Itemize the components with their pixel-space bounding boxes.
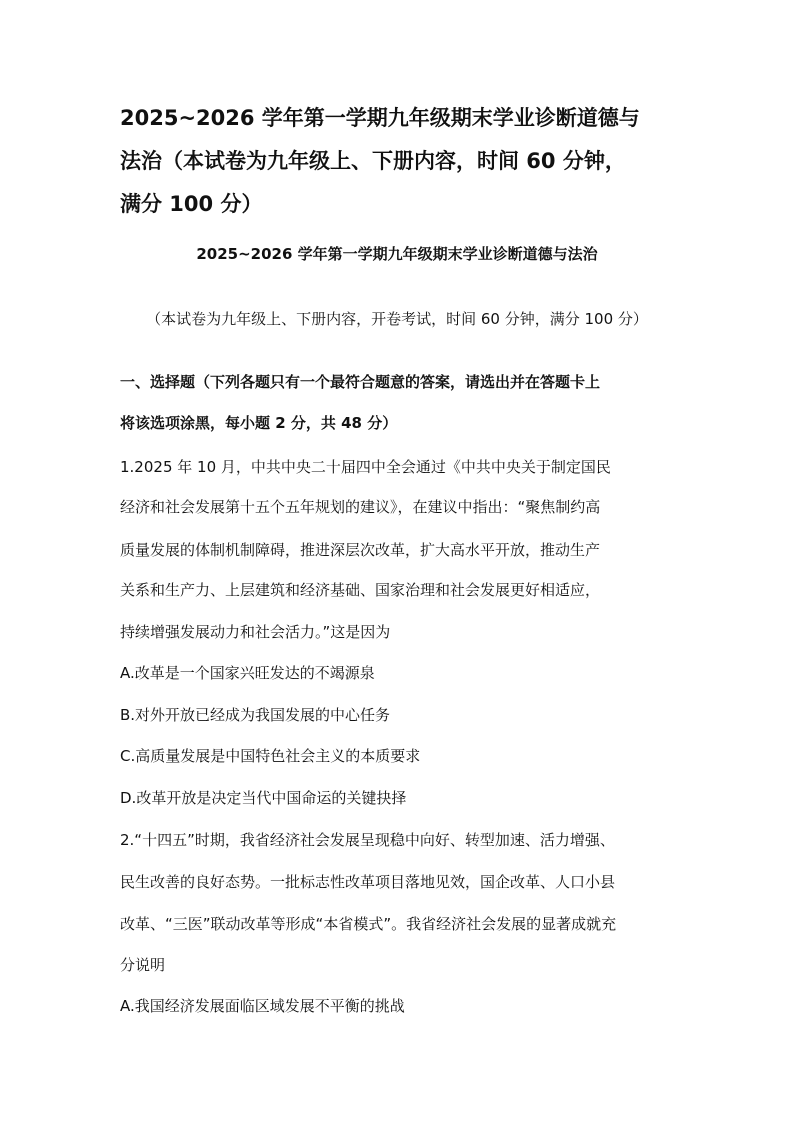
question-2-stem-line: 改革、“三医”联动改革等形成“本省模式”。我省经济社会发展的显著成就充 [120,915,617,933]
question-1-stem-line: 经济和社会发展第十五个五年规划的建议》，在建议中指出：“聚焦制约高 [120,498,601,516]
question-2-stem-line: 分说明 [120,956,166,974]
question-1-option-a: A.改革是一个国家兴旺发达的不竭源泉 [120,664,375,682]
section-heading-line: 将该选项涂黑，每小题 2 分，共 48 分） [120,414,398,432]
question-2-stem-line: 民生改善的良好态势。一批标志性改革项目落地见效，国企改革、人口小县 [120,873,616,891]
title-line: 2025~2026 学年第一学期九年级期末学业诊断道德与 [120,106,640,130]
question-2-stem-line: 2.“十四五”时期，我省经济社会发展呈现稳中向好、转型加速、活力增强、 [120,831,615,849]
question-1-stem-line: 关系和生产力、上层建筑和经济基础、国家治理和社会发展更好相适应， [120,581,601,599]
document-title [120,97,685,226]
section-heading-line: 一、选择题（下列各题只有一个最符合题意的答案，请选出并在答题卡上 [120,373,601,391]
exam-note: （本试卷为九年级上、下册内容，开卷考试，时间 60 分钟，满分 100 分） [146,310,648,328]
title-line: 满分 100 分） [120,192,263,216]
question-1-option-d: D.改革开放是决定当代中国命运的关键抉择 [120,789,407,807]
question-1-option-c: C.高质量发展是中国特色社会主义的本质要求 [120,747,421,765]
title-line: 法治（本试卷为九年级上、下册内容，时间 60 分钟， [120,149,626,173]
question-1-stem-line: 质量发展的体制机制障碍，推进深层次改革，扩大高水平开放，推动生产 [120,541,601,559]
exam-subtitle: 2025~2026 学年第一学期九年级期末学业诊断道德与法治 [196,245,598,263]
question-1-option-b: B.对外开放已经成为我国发展的中心任务 [120,706,391,724]
question-1-stem-line: 持续增强发展动力和社会活力。”这是因为 [120,623,391,641]
question-2-option-a: A.我国经济发展面临区域发展不平衡的挑战 [120,997,405,1015]
question-1-stem-line: 1.2025 年 10 月，中共中央二十届四中全会通过《中共中央关于制定国民 [120,458,611,476]
